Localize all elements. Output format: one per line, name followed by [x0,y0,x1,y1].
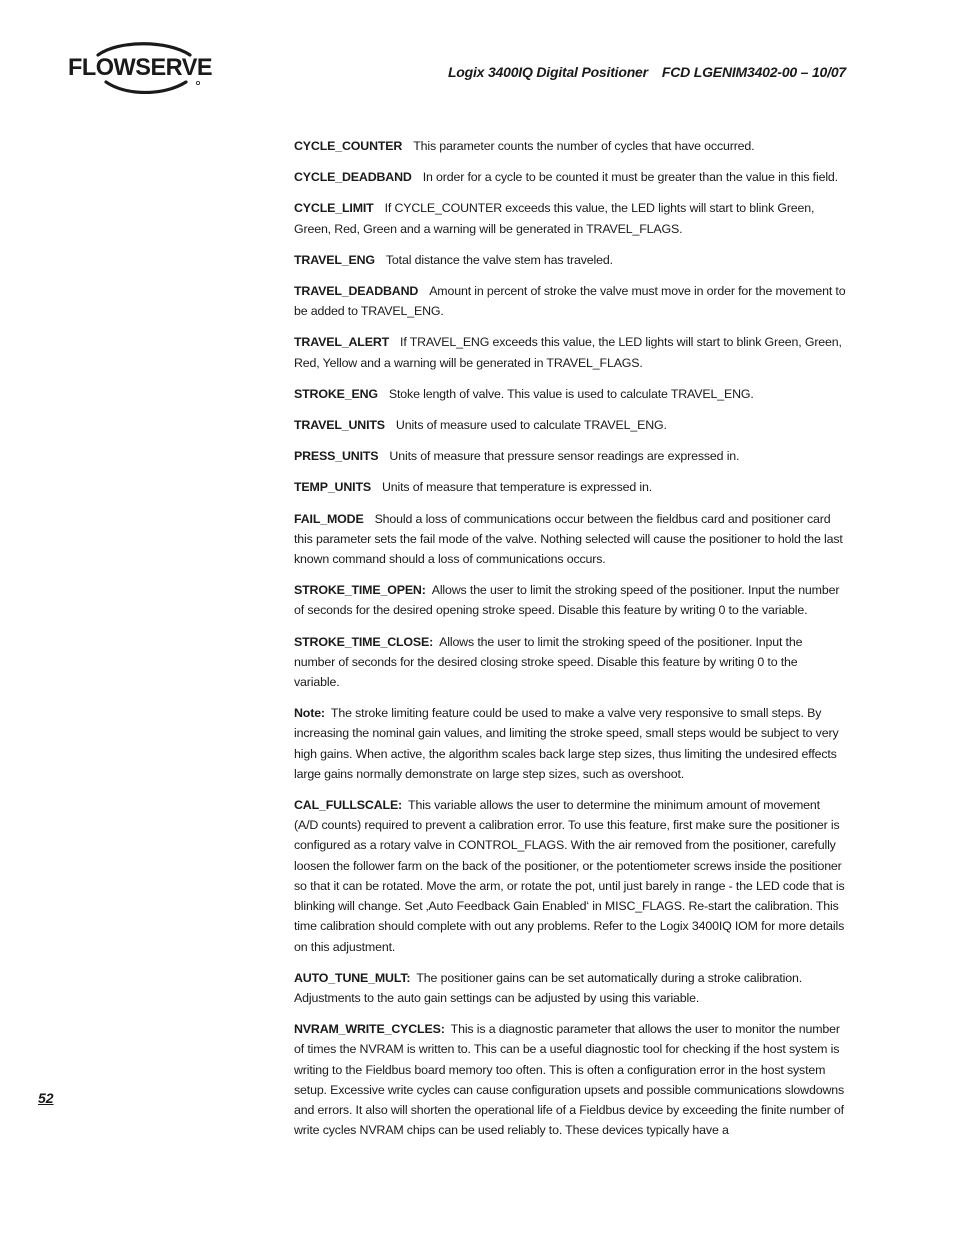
entry-text: If CYCLE_COUNTER exceeds this value, the LED lights will start to blink Green, Green, Red, Green and a warning will be generated in TRAVEL_FLAGS. [294,201,815,236]
entry-term: NVRAM_WRITE_CYCLES: [294,1022,445,1037]
page-number: 52 [38,1090,54,1106]
entry-term: TRAVEL_DEADBAND [294,284,419,299]
document-header [448,64,846,80]
entry-term: TEMP_UNITS [294,480,371,495]
entry-text: Units of measure that temperature is expressed in. [381,480,653,495]
entry-term: AUTO_TUNE_MULT: [294,970,411,985]
entry-text: Units of measure that pressure sensor readings are expressed in. [389,449,740,464]
entry-note [294,703,846,784]
entry-nvram-write-cycles [294,1019,846,1140]
entry-travel-deadband [294,281,846,321]
entry-term: STROKE_ENG [294,386,378,401]
entry-term: TRAVEL_ALERT [294,335,390,350]
entry-text: Allows the user to limit the stroking speed of the positioner. Input the number of seconds for the desired closing stroke speed. Disable this feature by writing 0 to the variable. [294,634,803,690]
document-code: FCD LGENIM3402-00 – 10/07 [661,64,846,80]
entry-text: This is a diagnostic parameter that allows the user to monitor the number of times the NVRAM is written to. This can be a useful diagnostic tool for checking if the host system is writing to the Fieldbus board memory too often. This is often a configuration error in the host system setup. Excessive write cycles can cause configuration upsets and possible communications slowdowns and errors. It also will shorten the operational life of a Fieldbus device by exceeding the finite number of write cycles NVRAM chips can be used reliably to. These devices typically have a [294,1022,845,1138]
entry-term: STROKE_TIME_CLOSE: [294,634,434,649]
parameter-list [294,136,846,1151]
entry-cal-fullscale [294,795,846,957]
entry-cycle-counter [294,136,846,156]
entry-term: Note: [294,706,325,721]
document-title: Logix 3400IQ Digital Positioner [447,64,648,80]
entry-text: Should a loss of communications occur between the fieldbus card and positioner card this parameter sets the fail mode of the valve. Nothing selected will cause the positioner to hold the last known command should a loss of communications occurs. [294,511,843,567]
entry-stroke-time-close [294,632,846,693]
entry-temp-units [294,477,846,497]
logo-text: FLOWSERVE [68,54,213,81]
entry-stroke-time-open [294,580,846,620]
entry-cycle-deadband [294,167,846,187]
entry-press-units [294,446,846,466]
entry-text: In order for a cycle to be counted it must be greater than the value in this field. [422,170,838,185]
flowserve-logo [68,42,213,94]
entry-text: Stoke length of valve. This value is used to calculate TRAVEL_ENG. [388,386,754,401]
entry-text: Allows the user to limit the stroking speed of the positioner. Input the number of seconds for the desired opening stroke speed. Disable this feature by writing 0 to the variable. [294,583,840,618]
entry-term: CAL_FULLSCALE: [294,798,403,813]
entry-text: The positioner gains can be set automatically during a stroke calibration. Adjustments to the auto gain settings can be adjusted by using this variable. [294,970,803,1005]
entry-term: PRESS_UNITS [294,449,379,464]
entry-term: TRAVEL_UNITS [294,418,385,433]
entry-term: FAIL_MODE [294,511,364,526]
entry-text: If TRAVEL_ENG exceeds this value, the LED lights will start to blink Green, Green, Red, Yellow and a warning will be generated in TRAVEL_FLAGS. [294,335,842,370]
entry-stroke-eng [294,384,846,404]
entry-term: STROKE_TIME_OPEN: [294,583,426,598]
entry-text: This parameter counts the number of cycles that have occurred. [413,139,755,153]
entry-cycle-limit [294,198,846,238]
entry-text: The stroke limiting feature could be used to make a valve very responsive to small steps. By increasing the nominal gain values, and limiting the stroke speed, small steps would be subject to very high gains. When active, the algorithm scales back large step sizes, thus limiting the undesired effects large gains normally demonstrate on large step sizes, such as overshoot. [294,706,839,781]
entry-term: CYCLE_DEADBAND [294,170,412,185]
entry-auto-tune-mult [294,968,846,1008]
entry-term: CYCLE_COUNTER [294,139,403,153]
entry-travel-eng [294,250,846,270]
entry-travel-units [294,415,846,435]
entry-text: Total distance the valve stem has traveled. [385,252,613,267]
entry-fail-mode [294,509,846,570]
entry-text: Units of measure used to calculate TRAVEL_ENG. [395,418,667,433]
entry-travel-alert [294,332,846,372]
entry-term: CYCLE_LIMIT [294,201,374,216]
entry-text: This variable allows the user to determine the minimum amount of movement (A/D counts) required to prevent a calibration error. To use this feature, first make sure the positioner is configured as a rotary valve in CONTROL_FLAGS. With the air removed from the positioner, carefully loosen the follower farm on the back of the positioner, or the potentiometer screws inside the positioner so that it can be rotated. Move the arm, or rotate the pot, until just barely in range - the LED code that is blinking will change. Set ‚Auto Feedback Gain Enabled‘ in MISC_FLAGS. Re-start the calibration. This time calibration should complete with out any problems. Refer to the Logix 3400IQ IOM for more details on this adjustment. [294,798,845,954]
entry-term: TRAVEL_ENG [294,252,375,267]
entry-text: Amount in percent of stroke the valve must move in order for the movement to be added to TRAVEL_ENG. [294,284,846,319]
